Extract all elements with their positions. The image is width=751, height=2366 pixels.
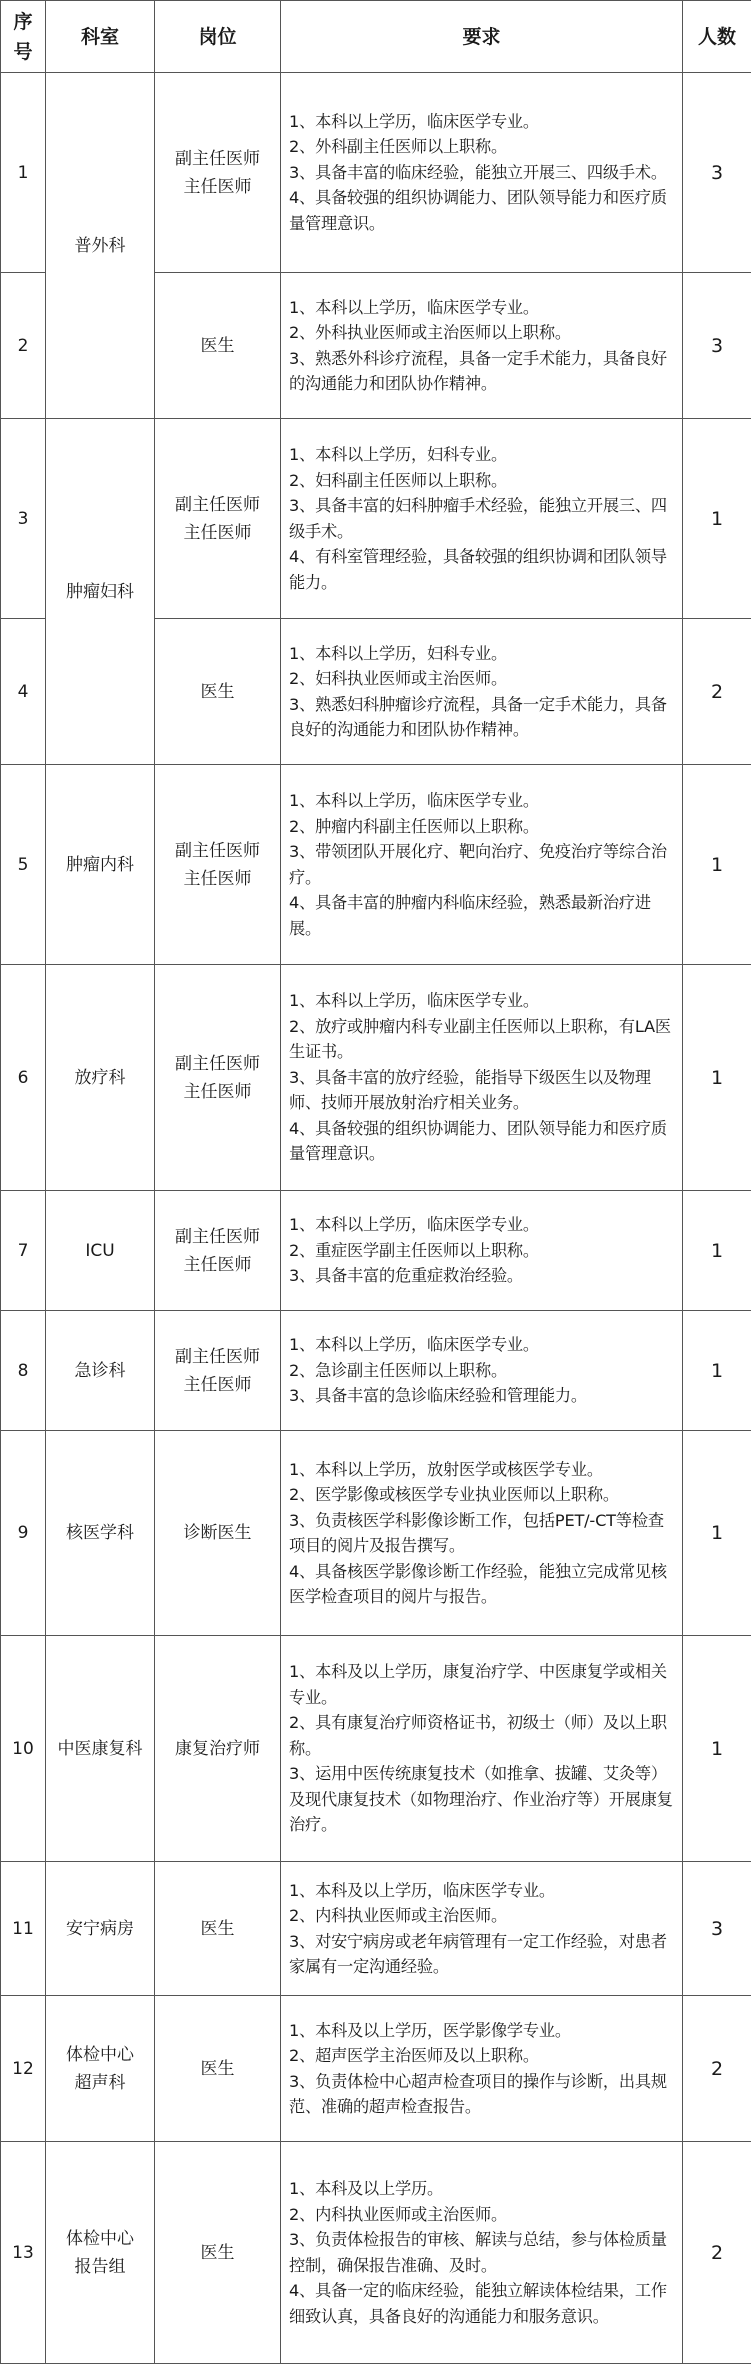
requirements-cell-line: 2、妇科副主任医师以上职称。 xyxy=(289,470,507,490)
count-cell-line: 2 xyxy=(710,2241,724,2264)
requirements-cell-line: 3、负责体检报告的审核、解读与总结，参与体检质量控制，确保报告准确、及时。 xyxy=(289,2230,667,2275)
dept-cell xyxy=(46,965,155,1191)
post-cell-line: 医生 xyxy=(200,335,235,356)
table-row xyxy=(1,1191,751,1311)
count-cell xyxy=(683,419,751,619)
post-cell xyxy=(155,1996,281,2142)
count-cell xyxy=(683,765,751,965)
table-row xyxy=(1,965,751,1191)
dept-cell xyxy=(46,1996,155,2142)
count-cell-line: 3 xyxy=(710,161,724,184)
dept-cell-line: 超声科 xyxy=(74,2072,126,2093)
requirements-cell-line: 1、本科以上学历，临床医学专业。 xyxy=(289,111,539,131)
count-cell xyxy=(683,619,751,765)
post-cell-line: 副主任医师 xyxy=(175,840,260,861)
post-cell-line: 主任医师 xyxy=(183,1374,252,1395)
requirements-cell-line: 2、重症医学副主任医师以上职称。 xyxy=(289,1240,539,1260)
post-cell-line: 副主任医师 xyxy=(175,494,260,515)
requirements-cell-line: 3、具备丰富的危重症救治经验。 xyxy=(289,1266,523,1286)
requirements-cell xyxy=(281,2142,683,2364)
post-cell-line: 康复治疗师 xyxy=(175,1738,260,1759)
table-row xyxy=(1,1311,751,1431)
requirements-cell-line: 3、带领团队开展化疗、靶向治疗、免疫治疗等综合治疗。 xyxy=(289,842,667,887)
count-cell xyxy=(683,1191,751,1311)
table-row xyxy=(1,419,751,619)
requirements-cell xyxy=(281,419,683,619)
post-cell-line: 主任医师 xyxy=(183,868,252,889)
dept-cell-line: 体检中心 xyxy=(66,2044,134,2065)
requirements-cell-line: 3、熟悉外科诊疗流程，具备一定手术能力，具备良好的沟通能力和团队协作精神。 xyxy=(289,348,667,393)
dept-cell-line: ICU xyxy=(85,1240,115,1261)
requirements-cell-line: 3、具备丰富的放疗经验，能指导下级医生以及物理师、技师开展放射治疗相关业务。 xyxy=(289,1067,651,1113)
requirements-cell xyxy=(281,73,683,273)
requirements-cell-line: 3、熟悉妇科肿瘤诊疗流程，具备一定手术能力，具备良好的沟通能力和团队协作精神。 xyxy=(289,694,667,739)
requirements-cell-line: 3、负责体检中心超声检查项目的操作与诊断，出具规范、准确的超声检查报告。 xyxy=(289,2071,667,2116)
seq-cell xyxy=(1,419,46,619)
requirements-cell-line: 4、具备丰富的肿瘤内科临床经验，熟悉最新治疗进展。 xyxy=(289,893,651,938)
count-cell xyxy=(683,1311,751,1431)
seq-cell-line: 2 xyxy=(17,335,29,356)
table-row xyxy=(1,1862,751,1996)
requirements-cell-line: 1、本科以上学历，临床医学专业。 xyxy=(289,791,539,810)
count-cell-line: 1 xyxy=(710,853,724,876)
post-cell-line: 副主任医师 xyxy=(175,1346,260,1367)
count-cell-line: 1 xyxy=(710,507,724,530)
requirements-cell-line: 2、急诊副主任医师以上职称。 xyxy=(289,1360,507,1380)
dept-cell-line: 肿瘤内科 xyxy=(66,854,134,875)
seq-cell xyxy=(1,273,46,419)
header-seq: 序号 xyxy=(1,1,46,73)
dept-cell xyxy=(46,1862,155,1996)
seq-cell-line: 12 xyxy=(12,2058,34,2079)
requirements-cell xyxy=(281,1636,683,1862)
post-cell-line: 副主任医师 xyxy=(175,1226,260,1247)
table-row xyxy=(1,765,751,965)
requirements-cell-line: 2、肿瘤内科副主任医师以上职称。 xyxy=(289,816,539,836)
count-cell-line: 3 xyxy=(710,334,724,357)
post-cell xyxy=(155,73,281,273)
seq-cell xyxy=(1,1311,46,1431)
post-cell xyxy=(155,273,281,419)
post-cell xyxy=(155,1636,281,1862)
requirements-cell-line: 1、本科及以上学历，康复治疗学、中医康复学或相关专业。 xyxy=(289,1662,667,1707)
dept-cell: 普外科 xyxy=(46,73,155,419)
seq-cell xyxy=(1,619,46,765)
seq-cell-line: 1 xyxy=(17,162,29,183)
seq-cell xyxy=(1,1996,46,2142)
requirements-cell-line: 2、内科执业医师或主治医师。 xyxy=(289,2204,507,2224)
dept-cell xyxy=(46,2142,155,2364)
seq-cell xyxy=(1,2142,46,2364)
requirements-cell-line: 4、具备核医学影像诊断工作经验，能独立完成常见核医学检查项目的阅片与报告。 xyxy=(289,1561,667,1606)
requirements-cell xyxy=(281,965,683,1191)
seq-cell xyxy=(1,73,46,273)
count-cell xyxy=(683,1431,751,1636)
header-req: 要求 xyxy=(281,1,683,73)
seq-cell-line: 10 xyxy=(12,1738,34,1759)
requirements-cell-line: 3、具备丰富的急诊临床经验和管理能力。 xyxy=(289,1386,587,1406)
requirements-cell-line: 2、外科副主任医师以上职称。 xyxy=(289,137,507,157)
requirements-cell-line: 1、本科以上学历，临床医学专业。 xyxy=(289,297,539,317)
requirements-cell-line: 2、内科执业医师或主治医师。 xyxy=(289,1906,507,1925)
post-cell xyxy=(155,965,281,1191)
requirements-cell-line: 3、运用中医传统康复技术（如推拿、拔罐、艾灸等）及现代康复技术（如物理治疗、作业治疗等）开展康复治疗。 xyxy=(289,1764,673,1835)
dept-cell-line: 放疗科 xyxy=(74,1067,126,1088)
requirements-cell xyxy=(281,1431,683,1636)
count-cell-line: 2 xyxy=(710,680,724,703)
requirements-cell-line: 3、具备丰富的临床经验，能独立开展三、四级手术。 xyxy=(289,162,667,182)
requirements-cell-line: 2、超声医学主治医师及以上职称。 xyxy=(289,2046,539,2065)
requirements-cell-line: 2、具有康复治疗师资格证书，初级士（师）及以上职称。 xyxy=(289,1713,667,1758)
seq-cell xyxy=(1,965,46,1191)
dept-cell-line: 报告组 xyxy=(74,2256,126,2277)
requirements-cell-line: 3、对安宁病房或老年病管理有一定工作经验，对患者家属有一定沟通经验。 xyxy=(289,1931,667,1976)
requirements-cell-line: 3、具备丰富的妇科肿瘤手术经验，能独立开展三、四级手术。 xyxy=(289,496,667,541)
header-post: 岗位 xyxy=(155,1,281,73)
dept-cell: 肿瘤妇科 xyxy=(46,419,155,765)
requirements-cell-line: 1、本科以上学历，临床医学专业。 xyxy=(289,1215,539,1235)
requirements-cell xyxy=(281,1862,683,1996)
post-cell xyxy=(155,619,281,765)
count-cell-line: 1 xyxy=(710,1522,724,1544)
seq-cell-line: 3 xyxy=(17,508,29,529)
post-cell xyxy=(155,1862,281,1996)
table-row xyxy=(1,1636,751,1862)
count-cell-line: 1 xyxy=(710,1066,724,1089)
count-cell xyxy=(683,73,751,273)
header-dept: 科室 xyxy=(46,1,155,73)
requirements-cell-line: 1、本科以上学历，妇科专业。 xyxy=(289,643,507,663)
seq-cell-line: 8 xyxy=(17,1360,29,1381)
requirements-cell-line: 2、妇科执业医师或主治医师。 xyxy=(289,669,507,688)
seq-cell-line: 6 xyxy=(17,1067,29,1088)
header-row xyxy=(1,1,751,73)
dept-cell xyxy=(46,1311,155,1431)
requirements-cell-line: 1、本科及以上学历。 xyxy=(289,2179,443,2198)
count-cell xyxy=(683,1636,751,1862)
requirements-cell-line: 1、本科及以上学历，医学影像学专业。 xyxy=(289,2020,571,2040)
dept-cell-line: 核医学科 xyxy=(66,1523,134,1543)
requirements-cell xyxy=(281,1311,683,1431)
count-cell xyxy=(683,965,751,1191)
requirements-cell xyxy=(281,273,683,419)
requirements-cell-line: 3、负责核医学科影像诊断工作，包括PET/-CT等检查项目的阅片及报告撰写。 xyxy=(289,1510,664,1555)
header-count: 人数 xyxy=(683,1,751,73)
requirements-cell-line: 1、本科及以上学历，临床医学专业。 xyxy=(289,1880,555,1900)
requirements-cell-line: 2、医学影像或核医学专业执业医师以上职称。 xyxy=(289,1485,619,1504)
post-cell-line: 医生 xyxy=(200,681,235,702)
dept-cell xyxy=(46,765,155,965)
dept-cell-line: 急诊科 xyxy=(74,1360,126,1381)
seq-cell xyxy=(1,1191,46,1311)
post-cell xyxy=(155,2142,281,2364)
requirements-cell xyxy=(281,765,683,965)
requirements-cell-line: 4、具备较强的组织协调能力、团队领导能力和医疗质量管理意识。 xyxy=(289,1118,667,1164)
count-cell-line: 2 xyxy=(710,2057,724,2080)
count-cell xyxy=(683,2142,751,2364)
requirements-cell-line: 1、本科以上学历，放射医学或核医学专业。 xyxy=(289,1459,603,1479)
dept-cell-line: 中医康复科 xyxy=(57,1738,143,1759)
count-cell-line: 1 xyxy=(710,1737,724,1760)
requirements-cell-line: 1、本科以上学历，临床医学专业。 xyxy=(289,1335,539,1355)
seq-cell xyxy=(1,1862,46,1996)
requirements-cell-line: 4、有科室管理经验，具备较强的组织协调和团队领导能力。 xyxy=(289,547,667,592)
post-cell-line: 医生 xyxy=(200,2058,235,2079)
dept-cell-line: 体检中心 xyxy=(66,2228,134,2249)
post-cell xyxy=(155,419,281,619)
post-cell xyxy=(155,765,281,965)
post-cell-line: 副主任医师 xyxy=(175,1053,260,1074)
dept-cell xyxy=(46,1431,155,1636)
count-cell-line: 3 xyxy=(710,1917,724,1940)
post-cell-line: 主任医师 xyxy=(183,522,252,543)
post-cell-line: 主任医师 xyxy=(183,1081,252,1102)
count-cell xyxy=(683,1862,751,1996)
post-cell-line: 医生 xyxy=(200,2242,235,2263)
post-cell xyxy=(155,1191,281,1311)
count-cell xyxy=(683,1996,751,2142)
requirements-cell xyxy=(281,1996,683,2142)
seq-cell xyxy=(1,1636,46,1862)
dept-cell xyxy=(46,1191,155,1311)
seq-cell xyxy=(1,1431,46,1636)
seq-cell xyxy=(1,765,46,965)
requirements-cell xyxy=(281,1191,683,1311)
post-cell xyxy=(155,1431,281,1636)
table-row xyxy=(1,1996,751,2142)
seq-cell-line: 11 xyxy=(12,1918,34,1939)
requirements-cell-line: 1、本科以上学历，妇科专业。 xyxy=(289,445,507,464)
requirements-cell-line: 2、外科执业医师或主治医师以上职称。 xyxy=(289,323,571,342)
post-cell-line: 医生 xyxy=(200,1918,235,1939)
requirements-cell-line: 4、具备一定的临床经验，能独立解读体检结果，工作细致认真，具备良好的沟通能力和服务意识。 xyxy=(289,2281,667,2326)
table-row xyxy=(1,2142,751,2364)
table-row xyxy=(1,73,751,273)
requirements-cell-line: 2、放疗或肿瘤内科专业副主任医师以上职称，有LA医生证书。 xyxy=(289,1016,671,1062)
seq-cell-line: 13 xyxy=(12,2242,34,2263)
seq-cell-line: 9 xyxy=(17,1523,29,1543)
post-cell xyxy=(155,1311,281,1431)
post-cell-line: 主任医师 xyxy=(183,176,252,197)
seq-cell-line: 7 xyxy=(17,1240,29,1261)
seq-cell-line: 5 xyxy=(17,854,29,875)
requirements-cell xyxy=(281,619,683,765)
post-cell-line: 主任医师 xyxy=(183,1254,252,1275)
count-cell-line: 1 xyxy=(710,1359,724,1382)
post-cell-line: 诊断医生 xyxy=(183,1523,252,1543)
table-row xyxy=(1,1431,751,1636)
seq-cell-line: 4 xyxy=(17,681,29,702)
requirements-cell-line: 4、具备较强的组织协调能力、团队领导能力和医疗质量管理意识。 xyxy=(289,188,667,233)
count-cell-line: 1 xyxy=(710,1239,724,1262)
count-cell xyxy=(683,273,751,419)
post-cell-line: 副主任医师 xyxy=(175,148,260,169)
dept-cell-line: 安宁病房 xyxy=(66,1918,134,1939)
requirements-cell-line: 1、本科以上学历，临床医学专业。 xyxy=(289,991,539,1011)
dept-cell xyxy=(46,1636,155,1862)
